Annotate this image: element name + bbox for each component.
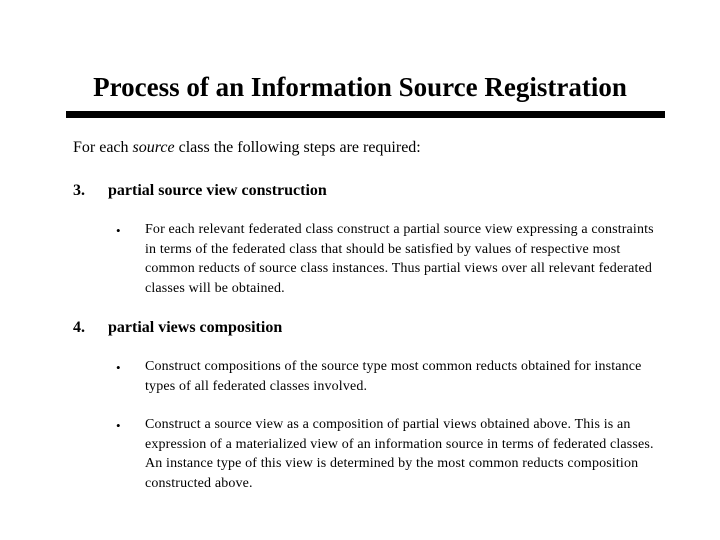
bullet-icon: •	[116, 418, 121, 433]
step-number: 3.	[73, 182, 85, 199]
intro-after: class the following steps are required:	[174, 139, 421, 156]
slide-title: Process of an Information Source Registration	[93, 72, 627, 102]
bullet-text: Construct compositions of the source type most common reducts obtained for instance types of all federated classes involved.	[145, 359, 642, 394]
intro-text	[73, 138, 421, 158]
step-title: partial views composition	[108, 319, 283, 336]
title-divider	[66, 111, 665, 118]
bullet-text: Construct a source view as a composition of partial views obtained above. This is an expression of a materialized view of an information source in terms of federated classes. An instance type of this view is determined by the most common reducts composition constructed above.	[145, 417, 654, 491]
bullet-text: For each relevant federated class construct a partial source view expressing a constraints in terms of the federated class that should be satisfied by values of respective most common reducts of source class instances. Thus partial views over all relevant federated classes will be obtained.	[145, 222, 654, 296]
intro-emphasis: source	[132, 139, 175, 156]
bullet-icon: •	[116, 223, 121, 238]
step-number: 4.	[73, 319, 85, 336]
step-title: partial source view construction	[108, 182, 327, 199]
intro-before: For each	[73, 139, 133, 156]
bullet-icon: •	[116, 360, 121, 375]
